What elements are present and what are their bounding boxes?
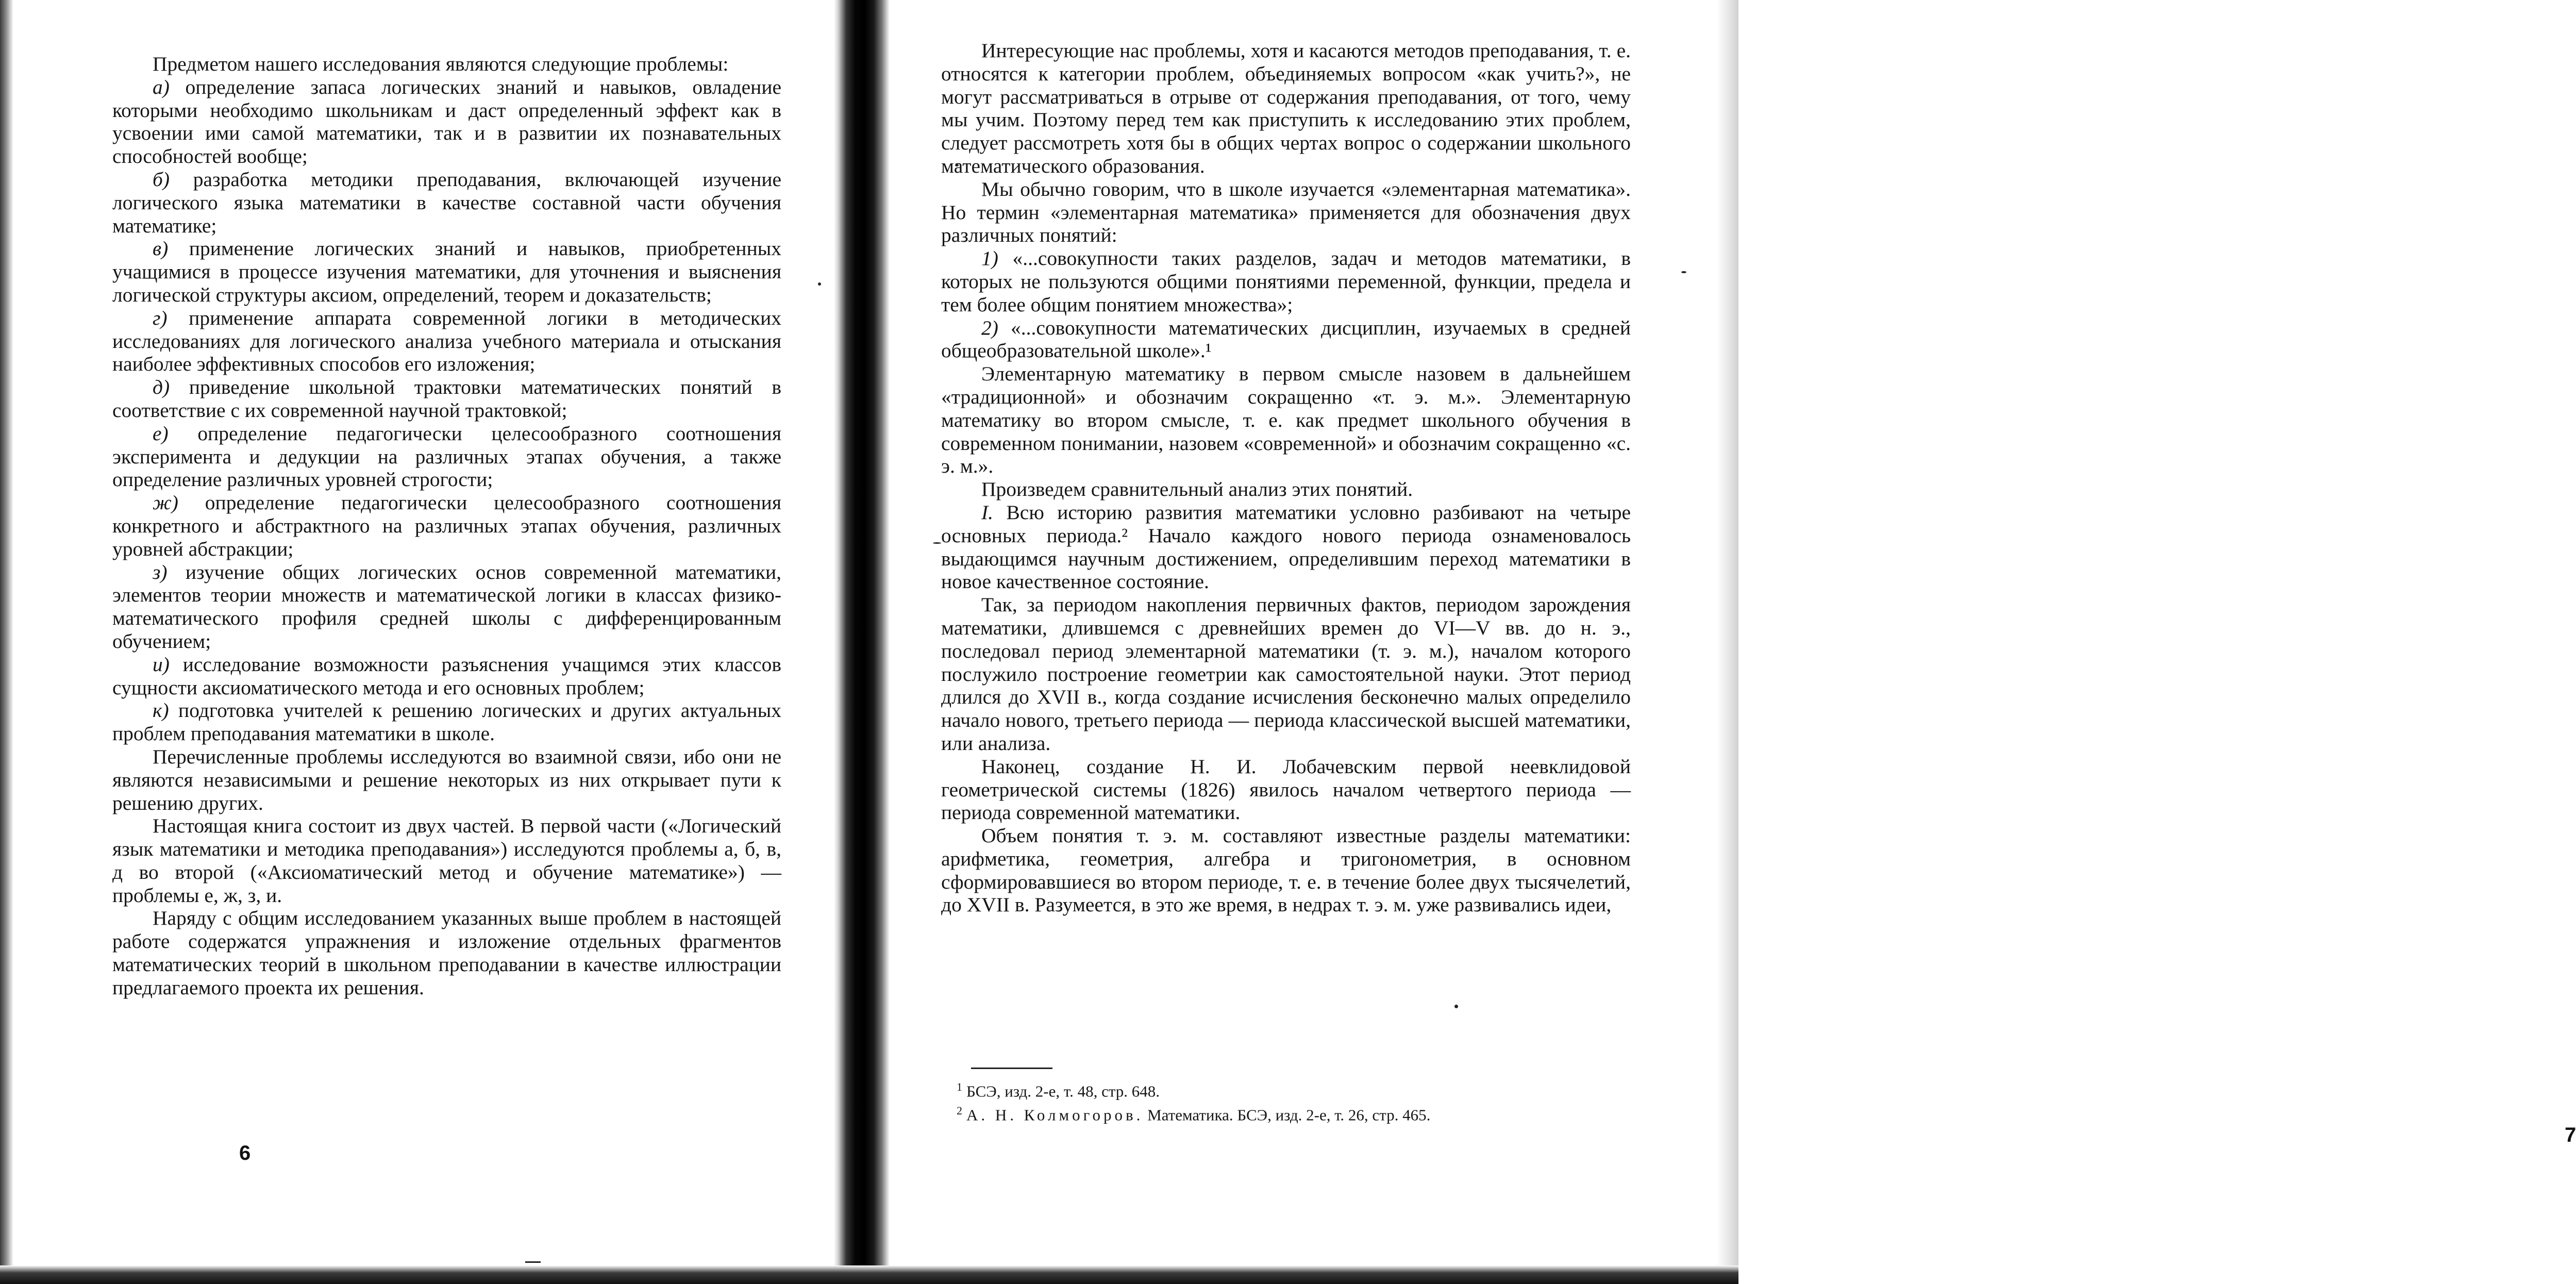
scan-bottom-edge <box>0 1265 1738 1284</box>
paragraph <box>112 699 781 745</box>
paragraph-text: «...совокупности математических дисциплин, изучаемых в средней общеобразовательной школе».¹ <box>941 316 1631 362</box>
left-page-number: 6 <box>239 1142 251 1164</box>
paragraph-text: Всю историю развития математики условно разбивают на четыре основных периода.² Начало каждого нового периода ознаменовалось выдающимся научным достижением, определившим переход математики в новое качественное состояние. <box>941 501 1631 593</box>
paragraph <box>112 376 781 422</box>
footnote-mark: 2 <box>957 1104 962 1118</box>
paragraph <box>941 478 1631 501</box>
paragraph <box>112 307 781 376</box>
paragraph-text: Произведем сравнительный анализ этих понятий. <box>981 478 1413 501</box>
paragraph-text: определение педагогически целесообразного соотношения эксперимента и дедукции на различных этапах обучения, а также определение различных уровней строгости; <box>112 422 781 491</box>
paragraph <box>941 593 1631 755</box>
paragraph <box>112 814 781 907</box>
paragraph-text: изучение общих логических основ современной математики, элементов теории множеств и математической логики в классах физико-математического профиля средней школы с дифференцированным обучением; <box>112 560 781 653</box>
left-page <box>112 0 781 1265</box>
footnote-2 <box>957 1101 1642 1125</box>
paragraph-text: приведение школьной трактовки математических понятий в соответствие с их современной научной трактовкой; <box>112 376 781 422</box>
paragraph-text: определение педагогически целесообразного соотношения конкретного и абстрактного на различных этапах обучения, различных уровней абстракции; <box>112 491 781 560</box>
paragraph <box>112 76 781 168</box>
list-label: 1) <box>981 247 998 270</box>
paragraph-text: «...совокупности таких разделов, задач и методов математики, в которых не пользуются общими понятиями переменной, функции, предела и тем более общим понятием множества»; <box>941 247 1631 316</box>
paragraph-text: исследование возможности разъяснения учащимся этих классов сущности аксиоматического метода и его основных проблем; <box>112 653 781 699</box>
list-label: б) <box>153 168 170 191</box>
paragraph <box>112 168 781 237</box>
paragraph-text: Настоящая книга состоит из двух частей. В первой части («Логический язык математики и методика преподавания») исследуются проблемы а, б, в, д во второй («Аксиоматический метод и обучение математике») — проблемы е, ж, з, и. <box>112 814 781 907</box>
paragraph-text: Мы обычно говорим, что в школе изучается «элементарная математика». Но термин «элементарная математика» применяется для обозначения двух различных понятий: <box>941 177 1631 247</box>
paragraph <box>941 178 1631 247</box>
scan-speck <box>818 282 821 286</box>
right-page <box>941 0 2576 1265</box>
paragraph-text: Наряду с общим исследованием указанных выше проблем в настоящей работе содержатся упражнения и изложение отдельных фрагментов математических теорий в школьном преподавании в качестве иллюстрации предлагаемого проекта их решения. <box>112 907 781 999</box>
paragraph <box>941 824 1631 916</box>
left-page-text <box>112 53 781 999</box>
paragraph <box>112 237 781 306</box>
paragraph-text: Интересующие нас проблемы, хотя и касаются методов преподавания, т. е. относятся к категории проблем, объединяемых вопросом «как учить?», не могут рассматриваться в отрыве от содержания преподавания, от того, чему мы учим. Поэтому перед тем как приступить к исследованию этих проблем, следует рассмотреть хотя бы в общих чертах вопрос о содержании школьного математического образования. <box>941 39 1631 177</box>
paragraph-text: Наконец, создание Н. И. Лобачевским первой неевклидовой геометрической системы (1826) явилось началом четвертого периода — периода современной математики. <box>941 755 1631 824</box>
paragraph <box>941 362 1631 478</box>
right-page-number: 7 <box>2565 1124 2576 1146</box>
paragraph-text: Объем понятия т. э. м. составляют известные разделы математики: арифметика, геометрия, алгебра и тригонометрия, в основном сформировавшиеся во втором периоде, т. е. в течение более двух тысячелетий, до XVII в. Разумеется, в это же время, в недрах т. э. м. уже развивались идеи, <box>941 824 1631 916</box>
paragraph <box>941 501 1631 593</box>
scan-speck <box>1681 271 1686 273</box>
paragraph <box>941 247 1631 316</box>
paragraph <box>112 653 781 699</box>
paragraph <box>112 907 781 999</box>
list-label: в) <box>153 237 169 260</box>
list-label: д) <box>153 376 170 399</box>
right-page-text <box>941 39 1631 916</box>
paragraph <box>112 422 781 491</box>
paragraph <box>941 316 1631 363</box>
paragraph-text: Элементарную математику в первом смысле назовем в дальнейшем «традиционной» и обозначим сокращенно «т. э. м.». Элементарную математику во втором смысле, т. е. как предмет школьного обучения в современном понимании, назовем «современной» и обозначим сокращенно «с. э. м.». <box>941 362 1631 478</box>
list-label: г) <box>153 306 168 329</box>
paragraph <box>112 561 781 653</box>
footnote-mark: 1 <box>957 1080 962 1093</box>
book-gutter <box>834 0 890 1284</box>
paragraph <box>112 745 781 814</box>
paragraph-text: Перечисленные проблемы исследуются во взаимной связи, ибо они не являются независимыми и решение некоторых из них открывает пути к решению других. <box>112 745 781 814</box>
paragraph <box>112 491 781 560</box>
paragraph-text: применение логических знаний и навыков, приобретенных учащимися в процессе изучения математики, для уточнения и выяснения логической структуры аксиом, определений, теорем и доказательств; <box>112 237 781 306</box>
paragraph <box>112 53 781 76</box>
footnote-separator <box>971 1068 1052 1069</box>
list-label: к) <box>153 699 169 722</box>
paragraph-text: определение запаса логических знаний и навыков, овладение которыми необходимо школьникам и даст определенный эффект как в усвоении ими самой математики, так и в развитии их познавательных способностей вообще; <box>112 75 781 168</box>
scan-speck <box>933 542 941 544</box>
scan-right-edge <box>1716 0 1738 1284</box>
list-label: а) <box>153 75 170 98</box>
list-label: з) <box>153 560 168 583</box>
paragraph-text: Предметом нашего исследования являются следующие проблемы: <box>153 53 729 75</box>
paragraph-text: Так, за периодом накопления первичных фактов, периодом зарождения математики, длившемся с древнейших времен до VI—V вв. до н. э., последовал период элементарной математики (т. э. м.), началом которого послужило построение геометрии как самостоятельной науки. Этот период длился до XVII в., когда создание исчисления бесконечно малых определило начало нового, третьего периода — периода классической высшей математики, или анализа. <box>941 593 1631 755</box>
footnote-text: БСЭ, изд. 2-е, т. 48, стр. 648. <box>966 1082 1160 1100</box>
footnotes <box>957 1077 1642 1125</box>
paragraph-text: подготовка учителей к решению логических и других актуальных проблем преподавания математики в школе. <box>112 699 781 745</box>
paragraph-text: разработка методики преподавания, включающей изучение логического языка математики в качестве составной части обучения математике; <box>112 168 781 237</box>
list-label: и) <box>153 653 170 676</box>
scan-left-edge <box>0 0 13 1284</box>
list-label: е) <box>153 422 169 445</box>
footnote-author: А. Н. Колмогоров. <box>966 1106 1144 1124</box>
list-label: 2) <box>981 316 998 339</box>
list-label: I. <box>981 501 994 524</box>
paragraph-text: применение аппарата современной логики в методических исследованиях для логического анализа учебного материала и отыскания наиболее эффективных способов его изложения; <box>112 306 781 376</box>
list-label: ж) <box>153 491 178 514</box>
footnote-text: Математика. БСЭ, изд. 2-е, т. 26, стр. 465. <box>1143 1106 1431 1124</box>
footnote-1 <box>957 1077 1642 1101</box>
paragraph <box>941 39 1631 178</box>
paragraph <box>941 755 1631 824</box>
